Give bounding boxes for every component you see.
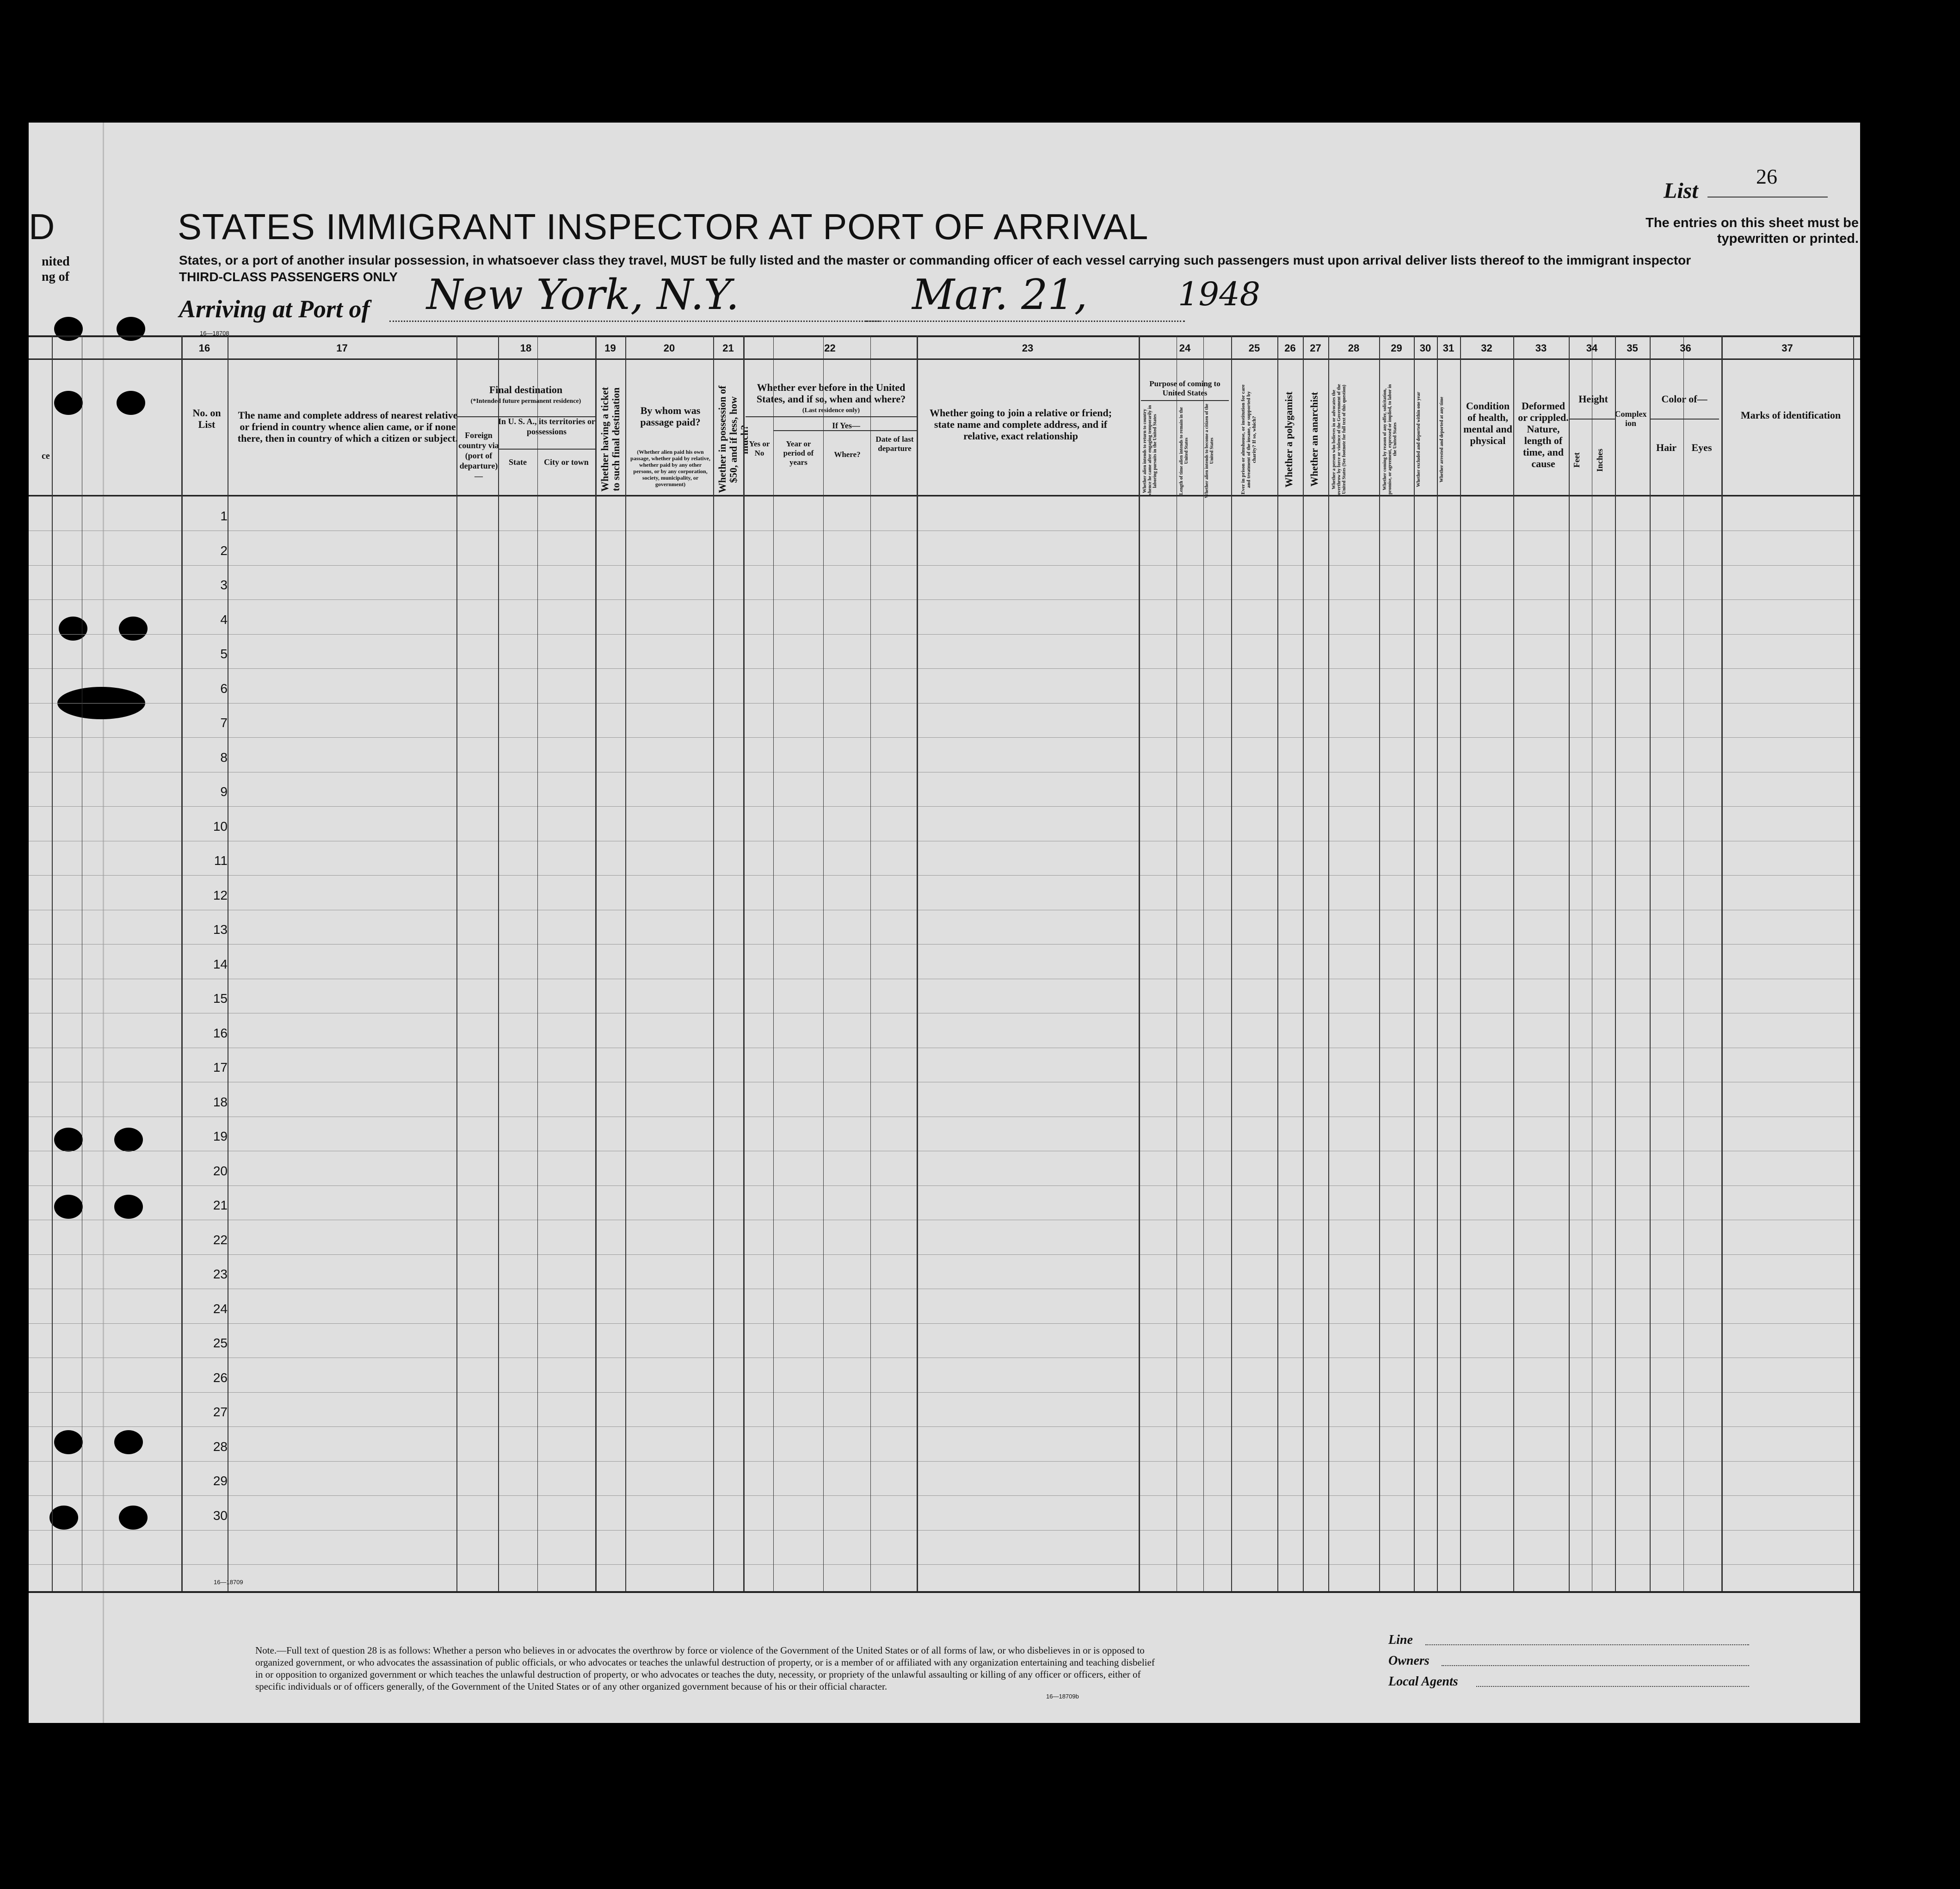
row-rule [29,1461,1860,1462]
header-relative: The name and complete address of nearest relative or friend in country whence alien came, or if none there, then in country of which a citizen or subject. [237,409,458,444]
row-number: 26 [213,1370,228,1385]
column-rule [713,335,714,1591]
column-number: 25 [1248,342,1260,354]
header-purpose-c: Whether alien intends to become a citizen of the United States [1204,403,1214,499]
table-bottom-rule [29,1591,1860,1593]
header-where: Where? [834,450,861,459]
column-rule [1328,335,1329,1591]
row-number: 2 [220,543,228,558]
column-number: 21 [722,342,734,354]
row-number: 4 [220,612,228,627]
header-no-on-list: No. on List [192,407,221,430]
column-rule [181,335,183,1591]
row-rule [29,565,1860,566]
row-number: 19 [213,1129,228,1143]
row-number: 5 [220,647,228,661]
header-year: Year or period of years [783,439,814,467]
column-rule [1650,335,1651,1591]
row-number: 30 [213,1508,228,1523]
header-prison: Ever in prison or almshouse, or institution for care and treatment of the insane, or supported by charity? If so, which? [1240,384,1257,494]
header-deformed: Deformed or crippled. Nature, length of time, and cause [1518,400,1569,469]
column-rule [537,335,538,1591]
list-label: List [1664,179,1698,203]
header-ticket: Whether having a ticket to such final destination [599,387,622,492]
column-number: 34 [1586,342,1598,354]
row-number: 23 [213,1267,228,1281]
header-health: Condition of health, mental and physical [1463,400,1512,446]
owners-label: Owners [1388,1654,1430,1668]
column-number: 30 [1419,342,1431,354]
column-rule [1460,335,1461,1591]
column-rule [917,335,918,1591]
column-number-rule [29,358,1860,360]
column-rule [498,335,499,1591]
sub-rule [746,416,917,417]
row-number: 17 [213,1060,228,1074]
row-rule [29,1495,1860,1496]
row-rule [29,703,1860,704]
row-number: 16 [213,1026,228,1040]
column-rule [743,335,745,1591]
column-rule [1139,335,1140,1591]
footnote: Note.—Full text of question 28 is as follows: Whether a person who believes in or advocates the overthrow by force or violence of the Government of the United States or of all forms of law, or who disbelieves in or is opposed to organized government, or who advocates the assassination of public officials, or who advocates or teaches the unlawful destruction of property, or is a member of or affiliated with any organization entertaining and teaching disbelief in or opposition to organized government or which teaches the unlawful destruction of property, or who advocates or teaches the duty, necessity, or propriety of the unlawful assaulting or killing of any officer or officers, either of specific individuals or of officers generally, of the Government of the United States or of any other organized government because of his or their official character. [255,1645,1155,1692]
table-top-rule [29,335,1860,337]
row-rule [29,737,1860,738]
row-number: 7 [220,716,228,730]
row-rule [29,1564,1860,1565]
row-number: 8 [220,750,228,765]
row-rule [29,1185,1860,1186]
row-number: 29 [213,1474,228,1488]
manifest-sheet [29,123,1860,1723]
header-anarchist: Whether an anarchist [1308,392,1320,487]
column-rule [1569,335,1570,1591]
header-state: State [509,457,527,467]
column-rule [1513,335,1514,1591]
row-rule [29,634,1860,635]
row-number: 1 [220,509,228,523]
row-rule [29,1254,1860,1255]
header-fifty-dollars: Whether in possession of $50, and if less, how much? [716,385,750,494]
row-rule [29,875,1860,876]
form-code: 16—18708 [200,330,229,337]
column-number: 23 [1022,342,1034,354]
sub-rule [456,416,595,417]
sub-rule [498,449,595,450]
column-rule [52,335,53,1591]
header-labor-offer: Whether coming by reason of any offer, solicitation, promise, or agreement, expressed or implied, to labor in the United States [1382,384,1398,495]
header-in-usa: In U. S. A., its territories or possessions [498,417,595,436]
row-number: 10 [213,819,228,833]
header-inches: Inches [1595,449,1604,472]
local-agents-label: Local Agents [1388,1674,1458,1689]
year-handwritten: 1948 [1178,275,1261,313]
row-number: 12 [213,888,228,902]
header-foreign-country: Foreign country via (port of departure)— [458,431,499,481]
header-overthrow: Whether a person who believes in or advocates the overthrow by force or violence of the Government of the United States (See footnote for full text of this question) [1331,384,1347,495]
column-number: 35 [1627,342,1638,354]
header-arrested: Whether arrested and deported at any time [1439,396,1444,482]
column-number: 33 [1535,342,1547,354]
column-number: 24 [1179,342,1191,354]
row-number: 21 [213,1198,228,1212]
row-rule [29,1426,1860,1427]
column-number: 37 [1781,342,1793,354]
column-rule [1615,335,1616,1591]
header-passage-paid: By whom was passage paid? [640,405,701,428]
row-number: 15 [213,991,228,1006]
row-rule [29,1530,1860,1531]
row-number: 14 [213,957,228,971]
column-rule [773,335,774,1591]
header-color: Color of— [1661,393,1707,405]
row-number: 20 [213,1164,228,1178]
header-yes-no: Yes or No [749,439,770,457]
row-rule [29,1392,1860,1393]
column-rule [823,335,824,1591]
sub-rule [1650,419,1719,420]
header-last-residence: (Last residence only) [802,407,860,414]
edge-text: nited [42,254,70,269]
header-purpose-b: Length of time alien intends to remain in the United States [1179,407,1189,495]
header-date-departure: Date of last departure [875,435,914,453]
column-number: 31 [1442,342,1455,354]
header-city: City or town [544,457,589,467]
row-rule [29,806,1860,807]
header-polygamist: Whether a polygamist [1283,391,1294,488]
column-number: 32 [1481,342,1492,354]
column-number: 16 [198,342,210,354]
header-excluded: Whether excluded and deported within one year [1416,392,1421,487]
column-rule [1853,335,1854,1591]
header-join-relative: Whether going to join a relative or friend; state name and complete address, and if relative, exact relationship [929,407,1112,442]
column-rule [1231,335,1232,1591]
instructions-text: States, or a port of another insular possession, in whatsoever class they travel, MUST be fully listed and the master or commanding officer of each vessel carrying such passengers must upon arrival deliver lists thereof to the immigrant inspector [179,253,1691,267]
line-label: Line [1388,1633,1413,1647]
row-number: 27 [213,1405,228,1419]
column-rule [625,335,626,1591]
column-rule [1683,335,1684,1591]
sub-rule [773,430,917,431]
entries-note: The entries on this sheet must be typewritten or printed. [1646,216,1859,246]
column-number: 29 [1391,342,1402,354]
header-marks: Marks of identification [1740,409,1841,421]
row-number: 9 [220,784,228,799]
row-number: 22 [213,1233,228,1247]
column-number: 19 [604,342,616,354]
edge-text: ng of [42,270,69,284]
column-rule [1203,335,1204,1591]
form-code: 16—18709 [214,1579,243,1586]
header-complexion: Complexion [1615,409,1647,428]
column-rule [1414,335,1415,1591]
column-rule [1721,335,1723,1591]
column-number: 36 [1680,342,1691,354]
row-number: 28 [213,1439,228,1454]
row-number: 13 [213,922,228,937]
column-rule [870,335,871,1591]
column-rule [1437,335,1438,1591]
column-number: 20 [663,342,675,354]
header-purpose: Purpose of coming to United States [1149,379,1220,397]
page-title: STATES IMMIGRANT INSPECTOR AT PORT OF ARRIVAL [178,206,1149,247]
list-number: 26 [1756,165,1777,188]
column-number: 27 [1310,342,1321,354]
row-number: 11 [214,853,228,868]
column-number: 17 [336,342,348,354]
header-final-destination-sub: (*Intended future permanent residence) [470,398,581,405]
row-number: 6 [220,681,228,696]
row-number: 3 [220,578,228,592]
column-rule [1277,335,1278,1591]
header-feet: Feet [1572,452,1581,468]
column-number: 18 [520,342,532,354]
port-handwritten: New York, N.Y. [426,271,740,319]
header-hair: Hair [1656,442,1676,453]
row-rule [29,668,1860,669]
column-rule [1379,335,1380,1591]
header-ever-before: Whether ever before in the United States, and if so, when and where? [756,382,906,405]
row-rule [29,599,1860,600]
row-number: 24 [213,1302,228,1316]
arriving-label: Arriving at Port of [179,295,370,323]
header-final-destination: Final destination [489,384,563,395]
manifest-table [29,330,1860,1589]
sub-rule [1141,400,1229,401]
header-eyes: Eyes [1691,442,1712,453]
header-height: Height [1578,393,1608,405]
row-number: 18 [213,1095,228,1109]
header-passage-note: (Whether alien paid his own passage, whether paid by relative, whether paid by any other persons, or by any corporation, society, municipality, or government) [630,449,710,488]
column-number: 22 [824,342,836,354]
class-note: THIRD-CLASS PASSENGERS ONLY [179,270,398,284]
edge-letter: D [29,206,55,247]
column-rule [1303,335,1304,1591]
header-purpose-a: Whether alien intends to return to country whence he came after engaging temporarily in laboring pursuits in the United States [1142,405,1158,497]
column-rule [595,335,597,1591]
column-number: 26 [1284,342,1296,354]
date-handwritten: Mar. 21, [912,271,1088,319]
row-rule [29,496,1860,497]
row-number: 25 [213,1336,228,1350]
edge-text: ce [42,451,50,461]
column-number: 28 [1348,342,1360,354]
footnote-code: 16—18709b [1046,1693,1079,1700]
header-if-yes: If Yes— [832,421,860,430]
row-rule [29,1323,1860,1324]
column-rule [456,335,457,1591]
